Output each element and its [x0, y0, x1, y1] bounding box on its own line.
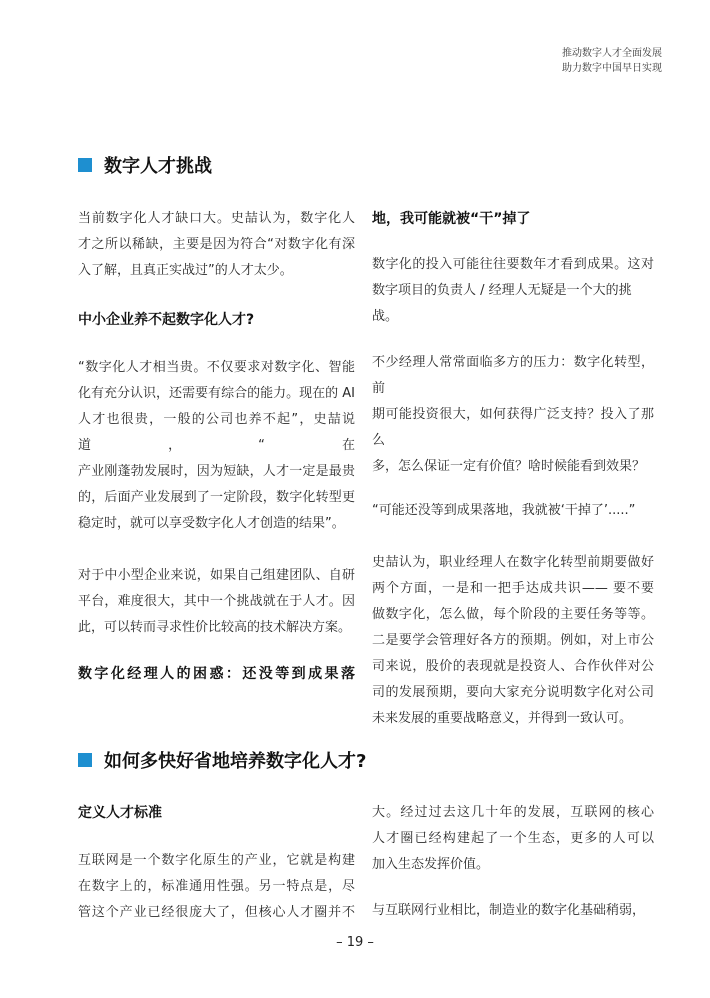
paragraph-line: 才之所以稀缺，主要是因为符合“对数字化有深: [78, 237, 355, 252]
paragraph-line: 在数字上的，标准通用性强。另一特点是，尽: [78, 879, 355, 894]
paragraph-line: 人才也很贵，一般的公司也养不起”，史喆说道，“在: [78, 412, 355, 453]
paragraph-line: 稳定时，就可以享受数字化人才创造的结果”。: [78, 516, 345, 531]
paragraph-line: 数字化的投入可能往往要数年才看到成果。这对: [372, 257, 654, 272]
paragraph-line: 多，怎么保证一定有价值？啥时候能看到效果？: [372, 459, 646, 474]
paragraph-line: 人才圈已经构建起了一个生态，更多的人可以: [372, 831, 654, 846]
paragraph-line: 司的发展预期，要向大家充分说明数字化对公司: [372, 685, 654, 700]
paragraph-line: 入了解，且真正实战过”的人才太少。: [78, 263, 293, 278]
section-square-icon: [78, 753, 92, 767]
section1-left-column: [78, 206, 355, 687]
paragraph-line: “数字化人才相当贵。不仅要求对数字化、智能: [78, 360, 355, 375]
paragraph-line: 期可能投资很大，如何获得广泛支持？投入了那么: [372, 407, 654, 448]
header-line-2: 助力数字中国早日实现: [562, 63, 662, 74]
paragraph-line: 管这个产业已经很庞大了，但核心人才圈并不: [78, 905, 355, 920]
paragraph-line: 化有充分认识，还需要有综合的能力。现在的 AI: [78, 386, 355, 401]
subheading-manager-dilemma-cont: 地，我可能就被“干”掉了: [372, 211, 531, 227]
section1-right-column: [372, 206, 654, 732]
paragraph-line: 此，可以转而寻求性价比较高的技术解决方案。: [78, 620, 352, 635]
paragraph-line: 史喆认为，职业经理人在数字化转型前期要做好: [372, 555, 654, 570]
subheading-define-standard: 定义人才标准: [78, 805, 162, 821]
section-title-text: 如何多快好省地培养数字化人才?: [104, 751, 367, 772]
paragraph-line: 当前数字化人才缺口大。史喆认为，数字化人: [78, 211, 355, 226]
paragraph-line: 互联网是一个数字化原生的产业，它就是构建: [78, 853, 355, 868]
quote-line: “可能还没等到成果落地，我就被‘干掉了’.....”: [372, 503, 636, 518]
paragraph-line: 与互联网行业相比，制造业的数字化基础稍弱，: [372, 903, 646, 918]
section-title-text: 数字人才挑战: [104, 156, 212, 177]
subheading-sme: 中小企业养不起数字化人才?: [78, 312, 255, 328]
paragraph-line: 两个方面，一是和一把手达成共识—— 要不要: [372, 581, 654, 596]
subheading-manager-dilemma: 数字化经理人的困惑：还没等到成果落: [78, 666, 355, 682]
paragraph-line: 对于中小型企业来说，如果自己组建团队、自研: [78, 568, 355, 583]
paragraph-line: 的，后面产业发展到了一定阶段，数字化转型更: [78, 490, 355, 505]
section-title-cultivate-talent: [78, 747, 366, 773]
paragraph-line: 加入生态发挥价值。: [372, 857, 490, 872]
paragraph-line: 不少经理人常常面临多方的压力：数字化转型，前: [372, 355, 654, 396]
section-square-icon: [78, 158, 92, 172]
paragraph-line: 产业刚蓬勃发展时，因为短缺，人才一定是最贵: [78, 464, 355, 479]
header-line-1: 推动数字人才全面发展: [562, 48, 662, 59]
running-header: [562, 46, 662, 76]
section-title-talent-challenge: [78, 152, 212, 178]
paragraph-line: 大。经过过去这几十年的发展，互联网的核心: [372, 805, 654, 820]
section2-right-column: [372, 800, 654, 924]
paragraph-line: 平台，难度很大，其中一个挑战就在于人才。因: [78, 594, 355, 609]
paragraph-line: 司来说，股价的表现就是投资人、合作伙伴对公: [372, 659, 654, 674]
page-number: – 19 –: [336, 935, 374, 950]
section2-left-column: [78, 800, 355, 926]
paragraph-line: 数字项目的负责人 / 经理人无疑是一个大的挑战。: [372, 283, 632, 324]
paragraph-line: 二是要学会管理好各方的预期。例如，对上市公: [372, 633, 654, 648]
paragraph-line: 未来发展的重要战略意义，并得到一致认可。: [372, 711, 633, 726]
paragraph-line: 做数字化，怎么做，每个阶段的主要任务等等。: [372, 607, 654, 622]
